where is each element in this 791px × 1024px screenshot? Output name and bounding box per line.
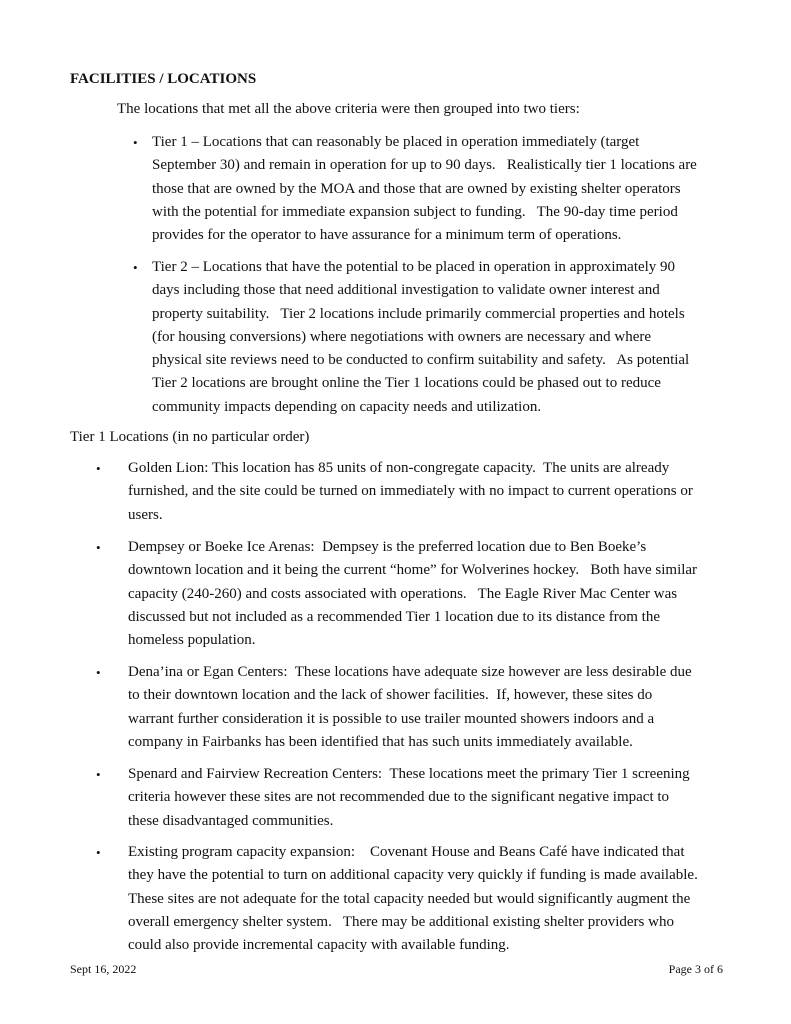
text-line: physical site reviews need to be conducted to confirm suitability and safety. As potential bbox=[152, 352, 690, 369]
bullet-icon: • bbox=[96, 845, 101, 860]
footer-page-number: Page 3 of 6 bbox=[668, 962, 723, 976]
text-line: September 30) and remain in operation for up to 90 days. Realistically tier 1 locations are bbox=[152, 157, 697, 174]
text-line: furnished, and the site could be turned on immediately with no impact to current operations or bbox=[128, 483, 693, 500]
text-line: these disadvantaged communities. bbox=[128, 812, 334, 829]
text-line: Existing program capacity expansion: Covenant House and Beans Café have indicated that bbox=[128, 844, 685, 860]
text-line: company in Fairbanks has been identified that has such units immediately available. bbox=[128, 733, 633, 750]
text-line: warrant further consideration it is possible to use trailer mounted showers indoors and a bbox=[128, 710, 655, 727]
bullet-icon: • bbox=[96, 540, 101, 555]
text-line: These sites are not adequate for the total capacity needed but would significantly augment the bbox=[128, 890, 691, 907]
text-line: Tier 2 locations are brought online the Tier 1 locations could be phased out to reduce bbox=[152, 375, 661, 392]
text-line: they have the potential to turn on additional capacity very quickly if funding is made available. bbox=[128, 867, 698, 884]
text-line: Tier 2 – Locations that have the potential to be placed in operation in approximately 90 bbox=[152, 259, 676, 275]
text-line: downtown location and it being the current “home” for Wolverines hockey. Both have similar bbox=[128, 562, 698, 579]
text-line: (for housing conversions) where negotiations with owners are necessary and where bbox=[152, 328, 652, 345]
text-line: users. bbox=[128, 506, 163, 523]
text-line: Spenard and Fairview Recreation Centers: These locations meet the primary Tier 1 screening bbox=[128, 766, 690, 782]
text-line: discussed but not included as a recommended Tier 1 location due to its distance from the bbox=[128, 608, 660, 625]
section-heading: FACILITIES / LOCATIONS bbox=[70, 71, 257, 87]
intro-text: The locations that met all the above criteria were then grouped into two tiers: bbox=[117, 101, 580, 117]
text-line: Dena’ina or Egan Centers: These locations have adequate size however are less desirable due bbox=[128, 664, 692, 680]
location-bullet-item bbox=[128, 536, 697, 652]
text-line: provides for the operator to have assurance for a minimum term of operations. bbox=[152, 227, 622, 244]
footer-date: Sept 16, 2022 bbox=[70, 962, 137, 976]
tier-bullet-item bbox=[152, 131, 697, 247]
location-bullet-item bbox=[128, 661, 692, 754]
text-line: could also provide incremental capacity with available funding. bbox=[128, 937, 510, 954]
bullet-icon: • bbox=[96, 461, 101, 476]
text-line: criteria however these sites are not recommended due to the significant negative impact to bbox=[128, 789, 670, 806]
text-line: to their downtown location and the lack of shower facilities. If, however, these sites do bbox=[128, 687, 653, 704]
text-line: capacity (240-260) and costs associated with operations. The Eagle River Mac Center was bbox=[128, 585, 678, 602]
text-line: those that are owned by the MOA and those that are owned by existing shelter operators bbox=[152, 180, 681, 197]
bullet-icon: • bbox=[133, 260, 138, 275]
location-bullet-item bbox=[128, 763, 690, 833]
text-line: homeless population. bbox=[128, 632, 256, 649]
tier-bullet-item bbox=[152, 256, 689, 419]
bullet-icon: • bbox=[96, 767, 101, 782]
text-line: Dempsey or Boeke Ice Arenas: Dempsey is the preferred location due to Ben Boeke’s bbox=[128, 539, 647, 555]
text-line: days including those that need additional investigation to validate owner interest and bbox=[152, 282, 660, 299]
text-line: Tier 1 – Locations that can reasonably be placed in operation immediately (target bbox=[152, 134, 640, 150]
text-line: community impacts depending on capacity needs and utilization. bbox=[152, 398, 542, 415]
text-line: with the potential for immediate expansion subject to funding. The 90-day time period bbox=[152, 203, 678, 220]
tier1-locations-heading: Tier 1 Locations (in no particular order) bbox=[70, 429, 310, 445]
location-bullet-item bbox=[128, 841, 698, 957]
text-line: Golden Lion: This location has 85 units of non-congregate capacity. The units are already bbox=[128, 460, 670, 476]
location-bullet-item bbox=[128, 457, 693, 527]
text-line: property suitability. Tier 2 locations include primarily commercial properties and hotels bbox=[152, 305, 685, 322]
bullet-icon: • bbox=[96, 665, 101, 680]
bullet-icon: • bbox=[133, 135, 138, 150]
text-line: overall emergency shelter system. There may be additional existing shelter providers who bbox=[128, 913, 674, 930]
